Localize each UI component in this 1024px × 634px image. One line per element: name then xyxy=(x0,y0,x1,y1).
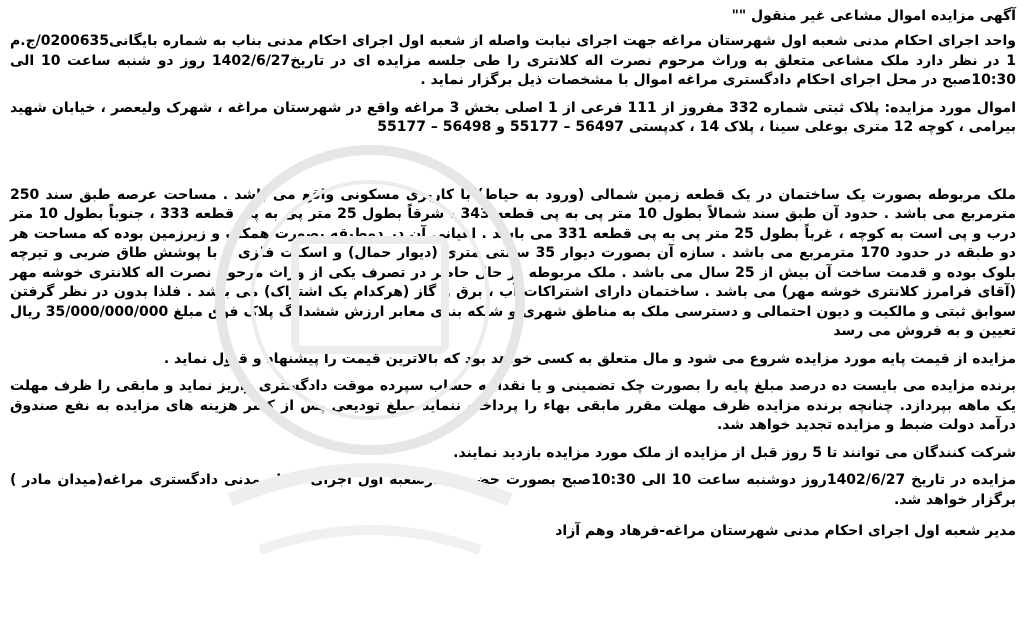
property-description-paragraph: ملک مربوطه بصورت یک ساختمان در یک قطعه زمین شمالی (ورود به حیاط) با کاربری مسکونی واقع می باشد . مساحت عرصه طبق سند 250 مترمربع می باشد . حدود آن طبق سند شمالاً بطول 10 متر پی به پی قطعه 343 ، شرقاً بطول 25 متر پی به پی قطعه 333 ، جنوباً بطول 10 متر درب و پی است به کوچه ، غرباً بطول 25 متر پی به پی قطعه 331 می باشد . اعیانی آن در دوطبقه بصورت همکف و زیرزمین بوده که مساحت هر دو طبقه در حدود 170 مترمربع می باشد . سازه آن بصورت دیوار 35 سانتی متری (دیوار حمال) و اسکلت فلزی و با پوشش طاق ضربی و تیرچه بلوک بوده و قدمت ساخت آن بیش از 25 سال می باشد . ملک مربوطه در حال حاضر در تصرف یکی از وراث مرحوم نصرت اله کلانتری خوشه مهر (آقای فرامرز کلانتری خوشه مهر) می باشد . ساختمان دارای اشتراکات آب ، برق و گاز (هرکدام یک اشتراک) می باشد . فلذا بدون در نظر گرفتن سوابق ثبتی و مالکیت و دیون احتمالی و دسترسی ملک به مناطق شهری و شبکه بندی معابر ارزش ششدانگ پلاک فوق مبلغ 35/000/000/000 ریال تعیین و به فروش می رسد xyxy=(10,186,1017,339)
notice-title: آگهی مزایده اموال مشاعی غیر منقول "" xyxy=(731,8,1016,24)
signature-line: مدیر شعبه اول اجرای احکام مدنی شهرستان مراغه-فرهاد وهم آزاد xyxy=(555,523,1016,539)
session-info-paragraph: مزایده در تاریخ 1402/6/27روز دوشنبه ساعت 10 الی 10:30صبح بصورت حضوری درشعبه اول اجرای احکام مدنی دادگستری مراغه(میدان مادر ) برگزار خواهد شد. xyxy=(10,472,1016,508)
base-price-rule-paragraph: مزایده از قیمت پایه مورد مزایده شروع می شود و مال متعلق به کسی خواهد بود که بالاترین قیمت را پیشنهاد و قبول نماید . xyxy=(163,350,1016,367)
intro-paragraph: واحد اجرای احکام مدنی شعبه اول شهرستان مراغه جهت اجرای نیابت واصله از شعبه اول اجرای احکام مدنی بناب به شماره بایگانی0200635/ج.م 1 در نظر دارد ملک مشاعی متعلق به وراث مرحوم نصرت اله کلانتری را طی جلسه مزایده ای در تاریخ1402/6/27 روز دو شنبه ساعت 10 الی 10:30صبح در محل اجرای احکام دادگستری مراغه اموال با مشخصات ذیل برگزار نماید . xyxy=(10,33,1016,88)
property-subject-paragraph: اموال مورد مزایده: پلاک ثبتی شماره 332 مفروز از 111 فرعی از 1 اصلی بخش 3 مراغه واقع در شهرستان مراغه ، شهرک ولیعصر ، خیابان شهید بیرامی ، کوچه 12 متری بوعلی سینا ، پلاک 14 ، کدپستی 56497 – 55177 و 56498 – 55177 xyxy=(10,99,1016,135)
visit-terms-paragraph: شرکت کنندگان می توانند تا 5 روز قبل از مزایده از ملک مورد مزایده بازدید نمایند. xyxy=(453,444,1016,461)
payment-terms-paragraph: برنده مزایده می بایست ده درصد مبلغ پایه را بصورت چک تضمینی و یا نقداً به حساب سپرده موقت دادگستری واریز نماید و مابقی را ظرف مهلت یک ماهه بپردازد. چنانچه برنده مزایده ظرف مهلت مقرر مابقی بهاء را پرداخت ننماید مبلغ تودیعی پس از کسر هزینه های مزایده به نفع صندوق درآمد دولت ضبط و مزایده تجدید خواهد شد. xyxy=(10,378,1016,433)
